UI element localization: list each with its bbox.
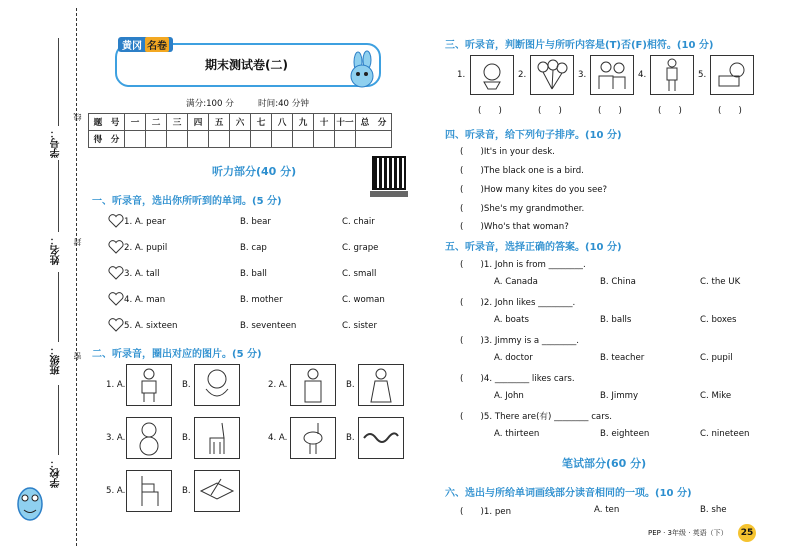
binding-mark-feng: 封 (73, 238, 82, 246)
name-line (58, 160, 59, 232)
heart-icon[interactable] (108, 266, 124, 280)
option-2c: C. grape (342, 243, 379, 253)
picture-balloons (530, 55, 574, 95)
option-5b: B. seventeen (240, 321, 297, 331)
q3-2-num: 2. (518, 70, 527, 80)
picture-chair[interactable] (126, 470, 172, 512)
option-5a: 5. A. sixteen (124, 321, 178, 331)
picture-woman[interactable] (358, 364, 404, 406)
picture-man[interactable] (290, 364, 336, 406)
qr-caption (370, 191, 408, 197)
option-a: A. doctor (494, 353, 533, 363)
sentence-item[interactable]: ( )The black one is a bird. (460, 166, 584, 176)
score-table-score-row: 得 分 (89, 131, 392, 148)
option-1c: C. chair (342, 217, 375, 227)
picture-duck (470, 55, 514, 95)
school-line (58, 385, 59, 455)
option-a: A. Canada (494, 277, 538, 287)
score-table (88, 113, 392, 148)
student-number-label: 学号： (51, 128, 62, 158)
heart-icon[interactable] (108, 240, 124, 254)
footer-label: PEP · 3年级 · 英语（下） (648, 529, 728, 537)
school-label: 学校： (51, 458, 62, 488)
sentence-item[interactable]: ( )She's my grandmother. (460, 204, 585, 214)
answer-paren[interactable]: ( ) (598, 106, 622, 116)
q1-b-label: B. (182, 380, 191, 390)
option-1a: 1. A. pear (124, 217, 166, 227)
sentence-item[interactable]: ( )How many kites do you see? (460, 185, 608, 195)
option-c: C. boxes (700, 315, 737, 325)
page-title: 期末测试卷(二) (205, 58, 288, 72)
option-b: B. she (700, 505, 727, 515)
brand-logo: 黄冈 名卷 (118, 37, 173, 52)
picture-girl[interactable] (194, 364, 240, 406)
option-5c: C. sister (342, 321, 377, 331)
option-4b: B. mother (240, 295, 283, 305)
question-stem[interactable]: ( )5. There are(有) ________ cars. (460, 412, 612, 422)
answer-paren[interactable]: ( ) (658, 106, 682, 116)
section-2-title: 二、听录音，圈出对应的图片。(5 分) (92, 349, 262, 360)
q3-a-label: 3. A. (106, 433, 126, 443)
qr-code (372, 156, 406, 190)
q5-b-label: B. (182, 486, 191, 496)
option-b: B. China (600, 277, 636, 287)
option-b: B. balls (600, 315, 632, 325)
class-line (58, 272, 59, 342)
option-4c: C. woman (342, 295, 385, 305)
option-c: C. nineteen (700, 429, 750, 439)
option-c: C. Mike (700, 391, 732, 401)
student-number-line (58, 38, 59, 126)
sentence-item[interactable]: ( )It's in your desk. (460, 147, 555, 157)
section-4-title: 四、听录音，给下列句子排序。(10 分) (445, 130, 622, 141)
mascot-icon (12, 478, 48, 524)
q3-3-num: 3. (578, 70, 587, 80)
question-stem[interactable]: ( )1. John is from ________. (460, 260, 586, 270)
option-a: A. boats (494, 315, 530, 325)
picture-bear[interactable] (126, 417, 172, 459)
heart-icon[interactable] (108, 292, 124, 306)
question-stem[interactable]: ( )3. Jimmy is a ________. (460, 336, 580, 346)
binding-mark-mi: 密 (73, 352, 82, 360)
section-5-title: 五、听录音，选择正确的答案。(10 分) (445, 242, 622, 253)
section-1-title: 一、听录音，选出你所听到的单词。(5 分) (92, 196, 282, 207)
picture-book[interactable] (194, 470, 240, 512)
page-number: 25 (738, 524, 756, 542)
q4-b-label: B. (346, 433, 355, 443)
binding-dashed-line (76, 8, 77, 546)
q3-1-num: 1. (457, 70, 466, 80)
full-score: 满分:100 分 (186, 99, 234, 109)
q3-5-num: 5. (698, 70, 707, 80)
q2-a-label: 2. A. (268, 380, 288, 390)
picture-giraffe[interactable] (194, 417, 240, 459)
listening-section-title: 听力部分(40 分) (212, 165, 297, 178)
exam-time: 时间:40 分钟 (258, 99, 309, 109)
heart-icon[interactable] (108, 318, 124, 332)
q1-a-label: 1. A. (106, 380, 126, 390)
picture-tall-man (650, 55, 694, 95)
section-3-title: 三、听录音，判断图片与所听内容是(T)否(F)相符。(10 分) (445, 40, 714, 51)
question-stem[interactable]: ( )4. ________ likes cars. (460, 374, 575, 384)
q2-b-label: B. (346, 380, 355, 390)
option-a: A. thirteen (494, 429, 540, 439)
question-stem[interactable]: ( )2. John likes ________. (460, 298, 576, 308)
question-stem[interactable]: ( )1. pen (460, 507, 512, 517)
option-3c: C. small (342, 269, 377, 279)
binding-strip (0, 0, 86, 554)
option-b: B. teacher (600, 353, 645, 363)
q3-4-num: 4. (638, 70, 647, 80)
answer-paren[interactable]: ( ) (478, 106, 502, 116)
section-6-title: 六、选出与所给单词画线部分读音相同的一项。(10 分) (445, 488, 692, 499)
binding-mark-xian: 线 (73, 113, 82, 121)
option-c: C. the UK (700, 277, 741, 287)
q5-a-label: 5. A. (106, 486, 126, 496)
option-a: A. ten (594, 505, 620, 515)
option-b: B. Jimmy (600, 391, 639, 401)
option-3b: B. ball (240, 269, 267, 279)
heart-icon[interactable] (108, 214, 124, 228)
name-label: 姓名： (51, 235, 62, 265)
option-3a: 3. A. tall (124, 269, 160, 279)
class-label: 班级： (51, 345, 62, 375)
option-b: B. eighteen (600, 429, 650, 439)
option-c: C. pupil (700, 353, 733, 363)
rabbit-icon (340, 50, 380, 90)
option-1b: B. bear (240, 217, 271, 227)
picture-boy[interactable] (126, 364, 172, 406)
option-a: A. John (494, 391, 524, 401)
answer-paren[interactable]: ( ) (718, 106, 742, 116)
sentence-item[interactable]: ( )Who's that woman? (460, 222, 569, 232)
q4-a-label: 4. A. (268, 433, 288, 443)
score-table-header-row: 题 号 一 二 三 四 五 六 七 八 九 十 十一 总 分 (89, 114, 392, 131)
picture-people (590, 55, 634, 95)
q3-b-label: B. (182, 433, 191, 443)
written-section-title: 笔试部分(60 分) (562, 457, 647, 470)
picture-ostrich[interactable] (290, 417, 336, 459)
answer-paren[interactable]: ( ) (538, 106, 562, 116)
option-2a: 2. A. pupil (124, 243, 168, 253)
picture-dog (710, 55, 754, 95)
picture-snake[interactable] (358, 417, 404, 459)
option-2b: B. cap (240, 243, 267, 253)
option-4a: 4. A. man (124, 295, 166, 305)
